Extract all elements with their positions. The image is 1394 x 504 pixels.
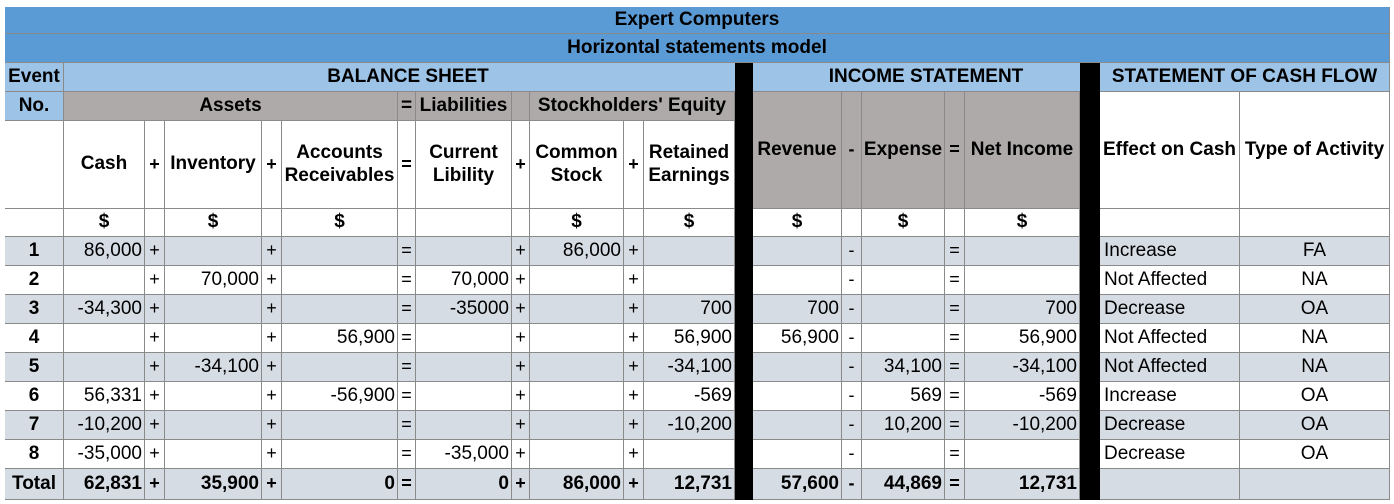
total-cash[interactable]: 62,831 (64, 469, 145, 500)
operator-sign[interactable]: = (398, 440, 416, 469)
total-rev[interactable]: 57,600 (753, 469, 842, 500)
operator-sign[interactable]: + (512, 237, 530, 266)
operator-sign[interactable]: + (512, 324, 530, 353)
event-number[interactable]: 5 (5, 353, 64, 382)
value-ni[interactable]: -10,200 (965, 411, 1080, 440)
effect-on-cash[interactable]: Not Affected (1100, 266, 1240, 295)
value-cs[interactable] (530, 266, 624, 295)
value-cs[interactable] (530, 411, 624, 440)
operator-sign[interactable]: + (512, 266, 530, 295)
operator-sign[interactable]: + (145, 353, 165, 382)
dollar-unit[interactable]: $ (530, 209, 624, 237)
operator-sign[interactable]: + (624, 411, 644, 440)
value-re[interactable]: -34,100 (644, 353, 735, 382)
value-ni[interactable]: 56,900 (965, 324, 1080, 353)
value-re[interactable] (644, 440, 735, 469)
dollar-unit[interactable]: $ (644, 209, 735, 237)
operator-sign[interactable]: + (145, 237, 165, 266)
operator-sign[interactable]: + (624, 353, 644, 382)
value-inventory[interactable]: 70,000 (165, 266, 262, 295)
operator-sign[interactable]: + (145, 324, 165, 353)
column-header-common-stock[interactable]: Common Stock (530, 121, 624, 209)
activity-type[interactable]: NA (1240, 324, 1390, 353)
value-liab[interactable]: -35000 (416, 295, 512, 324)
value-cash[interactable]: -10,200 (64, 411, 145, 440)
column-header-net-income[interactable]: Net Income (965, 92, 1080, 209)
event-number[interactable]: 6 (5, 382, 64, 411)
effect-on-cash[interactable]: Increase (1100, 237, 1240, 266)
equals-sign[interactable]: = (945, 92, 965, 209)
operator-sign[interactable]: + (624, 266, 644, 295)
effect-on-cash[interactable]: Not Affected (1100, 353, 1240, 382)
operator-sign[interactable]: = (398, 469, 416, 500)
operator-sign[interactable]: = (398, 295, 416, 324)
operator-sign[interactable]: = (945, 353, 965, 382)
value-liab[interactable] (416, 353, 512, 382)
dollar-unit[interactable]: $ (165, 209, 262, 237)
value-exp[interactable]: 34,100 (862, 353, 945, 382)
balance-sheet-header[interactable]: BALANCE SHEET (64, 63, 753, 92)
operator-sign[interactable]: - (842, 411, 862, 440)
value-rev[interactable] (753, 266, 842, 295)
plus-sign[interactable]: + (512, 121, 530, 209)
value-cs[interactable] (530, 382, 624, 411)
section-divider[interactable] (1080, 63, 1100, 500)
operator-sign[interactable]: + (512, 411, 530, 440)
operator-sign[interactable]: - (842, 382, 862, 411)
operator-sign[interactable]: + (262, 266, 282, 295)
value-ar[interactable] (282, 353, 398, 382)
operator-sign[interactable]: = (945, 295, 965, 324)
value-ni[interactable]: 700 (965, 295, 1080, 324)
value-exp[interactable] (862, 266, 945, 295)
operator-sign[interactable]: = (945, 440, 965, 469)
plus-sign[interactable]: + (145, 121, 165, 209)
operator-sign[interactable]: + (262, 353, 282, 382)
value-ar[interactable] (282, 440, 398, 469)
value-cash[interactable]: -34,300 (64, 295, 145, 324)
effect-on-cash[interactable]: Not Affected (1100, 324, 1240, 353)
effect-on-cash[interactable]: Decrease (1100, 295, 1240, 324)
event-number[interactable]: 8 (5, 440, 64, 469)
value-re[interactable] (644, 266, 735, 295)
value-ni[interactable]: -569 (965, 382, 1080, 411)
value-re[interactable]: -569 (644, 382, 735, 411)
value-rev[interactable] (753, 411, 842, 440)
operator-sign[interactable]: + (624, 440, 644, 469)
assets-header[interactable]: Assets (64, 92, 398, 121)
value-ar[interactable] (282, 237, 398, 266)
spacer-cell[interactable] (5, 209, 64, 237)
value-cash[interactable]: -35,000 (64, 440, 145, 469)
operator-sign[interactable]: = (945, 237, 965, 266)
operator-sign[interactable]: = (945, 324, 965, 353)
operator-sign[interactable]: = (945, 266, 965, 295)
column-header-type-of-activity[interactable]: Type of Activity (1240, 92, 1390, 209)
value-liab[interactable] (416, 382, 512, 411)
value-rev[interactable]: 56,900 (753, 324, 842, 353)
operator-sign[interactable]: + (145, 295, 165, 324)
operator-sign[interactable]: + (512, 295, 530, 324)
spacer-cell[interactable] (5, 121, 64, 209)
activity-type[interactable]: OA (1240, 411, 1390, 440)
value-liab[interactable]: -35,000 (416, 440, 512, 469)
event-number[interactable]: 1 (5, 237, 64, 266)
dollar-unit[interactable]: $ (862, 209, 945, 237)
event-number[interactable]: 7 (5, 411, 64, 440)
minus-sign[interactable]: - (842, 92, 862, 209)
value-exp[interactable] (862, 324, 945, 353)
value-re[interactable]: 700 (644, 295, 735, 324)
spacer-cell[interactable] (1100, 469, 1240, 500)
spacer-cell[interactable] (1100, 209, 1240, 237)
value-inventory[interactable] (165, 295, 262, 324)
column-header-current-liability[interactable]: Current Libility (416, 121, 512, 209)
spacer-cell[interactable] (842, 209, 862, 237)
value-ni[interactable] (965, 266, 1080, 295)
activity-type[interactable]: OA (1240, 295, 1390, 324)
spacer-cell[interactable] (145, 209, 165, 237)
operator-sign[interactable]: - (842, 353, 862, 382)
value-rev[interactable] (753, 382, 842, 411)
total-exp[interactable]: 44,869 (862, 469, 945, 500)
column-header-expense[interactable]: Expense (862, 92, 945, 209)
value-cs[interactable] (530, 295, 624, 324)
value-cash[interactable] (64, 353, 145, 382)
effect-on-cash[interactable]: Decrease (1100, 411, 1240, 440)
operator-sign[interactable]: + (624, 382, 644, 411)
operator-sign[interactable]: = (398, 266, 416, 295)
event-header[interactable]: Event (5, 63, 64, 92)
total-ni[interactable]: 12,731 (965, 469, 1080, 500)
operator-sign[interactable]: + (262, 469, 282, 500)
value-ar[interactable] (282, 295, 398, 324)
value-liab[interactable]: 70,000 (416, 266, 512, 295)
value-cs[interactable] (530, 353, 624, 382)
event-number[interactable]: 4 (5, 324, 64, 353)
operator-sign[interactable]: - (842, 440, 862, 469)
operator-sign[interactable]: + (512, 382, 530, 411)
value-inventory[interactable] (165, 237, 262, 266)
operator-sign[interactable]: - (842, 469, 862, 500)
equity-header[interactable]: Stockholders' Equity (530, 92, 735, 121)
value-exp[interactable] (862, 440, 945, 469)
value-rev[interactable]: 700 (753, 295, 842, 324)
column-header-revenue[interactable]: Revenue (753, 92, 842, 209)
value-re[interactable]: -10,200 (644, 411, 735, 440)
total-re[interactable]: 12,731 (644, 469, 735, 500)
total-label[interactable]: Total (5, 469, 64, 500)
activity-type[interactable]: NA (1240, 353, 1390, 382)
value-liab[interactable] (416, 237, 512, 266)
event-no-header[interactable]: No. (5, 92, 64, 121)
value-exp[interactable]: 569 (862, 382, 945, 411)
activity-type[interactable]: OA (1240, 440, 1390, 469)
activity-type[interactable]: NA (1240, 266, 1390, 295)
value-cs[interactable] (530, 324, 624, 353)
value-inventory[interactable] (165, 411, 262, 440)
value-rev[interactable] (753, 353, 842, 382)
operator-sign[interactable]: + (145, 469, 165, 500)
operator-sign[interactable]: + (262, 295, 282, 324)
value-inventory[interactable] (165, 382, 262, 411)
operator-sign[interactable]: + (624, 324, 644, 353)
spacer-cell[interactable] (512, 92, 530, 121)
total-cs[interactable]: 86,000 (530, 469, 624, 500)
operator-sign[interactable]: + (262, 237, 282, 266)
operator-sign[interactable]: = (398, 237, 416, 266)
dollar-unit[interactable]: $ (965, 209, 1080, 237)
column-header-cash[interactable]: Cash (64, 121, 145, 209)
value-rev[interactable] (753, 237, 842, 266)
total-inventory[interactable]: 35,900 (165, 469, 262, 500)
dollar-unit[interactable]: $ (64, 209, 145, 237)
operator-sign[interactable]: + (262, 382, 282, 411)
value-cs[interactable]: 86,000 (530, 237, 624, 266)
dollar-unit[interactable]: $ (753, 209, 842, 237)
operator-sign[interactable]: + (262, 440, 282, 469)
value-liab[interactable] (416, 411, 512, 440)
spacer-cell[interactable] (512, 209, 530, 237)
value-cash[interactable]: 56,331 (64, 382, 145, 411)
operator-sign[interactable]: = (945, 382, 965, 411)
total-liab[interactable]: 0 (416, 469, 512, 500)
column-header-inventory[interactable]: Inventory (165, 121, 262, 209)
operator-sign[interactable]: + (512, 440, 530, 469)
operator-sign[interactable]: + (145, 382, 165, 411)
spacer-cell[interactable] (416, 209, 512, 237)
spacer-cell[interactable] (262, 209, 282, 237)
equals-sign[interactable]: = (398, 92, 416, 121)
value-cs[interactable] (530, 440, 624, 469)
spacer-cell[interactable] (398, 209, 416, 237)
effect-on-cash[interactable]: Decrease (1100, 440, 1240, 469)
operator-sign[interactable]: - (842, 237, 862, 266)
event-number[interactable]: 2 (5, 266, 64, 295)
operator-sign[interactable]: + (145, 411, 165, 440)
equals-sign[interactable]: = (398, 121, 416, 209)
operator-sign[interactable]: = (398, 324, 416, 353)
sheet-title[interactable]: Expert Computers (5, 7, 1390, 34)
operator-sign[interactable]: - (842, 295, 862, 324)
value-ar[interactable] (282, 266, 398, 295)
section-divider[interactable] (735, 63, 753, 500)
value-ar[interactable] (282, 411, 398, 440)
value-ni[interactable] (965, 440, 1080, 469)
column-header-retained-earnings[interactable]: Retained Earnings (644, 121, 735, 209)
column-header-accounts-receivables[interactable]: Accounts Receivables (282, 121, 398, 209)
sheet-subtitle[interactable]: Horizontal statements model (5, 34, 1390, 63)
operator-sign[interactable]: = (398, 411, 416, 440)
operator-sign[interactable]: + (624, 469, 644, 500)
operator-sign[interactable]: + (512, 353, 530, 382)
operator-sign[interactable]: = (945, 411, 965, 440)
value-re[interactable]: 56,900 (644, 324, 735, 353)
value-ar[interactable]: -56,900 (282, 382, 398, 411)
income-statement-header[interactable]: INCOME STATEMENT (753, 63, 1100, 92)
operator-sign[interactable]: + (262, 411, 282, 440)
spacer-cell[interactable] (1240, 469, 1390, 500)
value-rev[interactable] (753, 440, 842, 469)
operator-sign[interactable]: + (145, 440, 165, 469)
operator-sign[interactable]: + (262, 324, 282, 353)
column-header-effect-on-cash[interactable]: Effect on Cash (1100, 92, 1240, 209)
operator-sign[interactable]: - (842, 266, 862, 295)
effect-on-cash[interactable]: Increase (1100, 382, 1240, 411)
value-cash[interactable] (64, 324, 145, 353)
operator-sign[interactable]: = (945, 469, 965, 500)
plus-sign[interactable]: + (262, 121, 282, 209)
operator-sign[interactable]: + (145, 266, 165, 295)
value-cash[interactable] (64, 266, 145, 295)
value-inventory[interactable] (165, 440, 262, 469)
spacer-cell[interactable] (624, 209, 644, 237)
value-exp[interactable] (862, 237, 945, 266)
value-re[interactable] (644, 237, 735, 266)
value-liab[interactable] (416, 324, 512, 353)
value-exp[interactable] (862, 295, 945, 324)
value-ni[interactable] (965, 237, 1080, 266)
operator-sign[interactable]: = (398, 382, 416, 411)
operator-sign[interactable]: - (842, 324, 862, 353)
event-number[interactable]: 3 (5, 295, 64, 324)
value-inventory[interactable]: -34,100 (165, 353, 262, 382)
value-ni[interactable]: -34,100 (965, 353, 1080, 382)
operator-sign[interactable]: = (398, 353, 416, 382)
spacer-cell[interactable] (1240, 209, 1390, 237)
value-inventory[interactable] (165, 324, 262, 353)
value-cash[interactable]: 86,000 (64, 237, 145, 266)
plus-sign[interactable]: + (624, 121, 644, 209)
operator-sign[interactable]: + (624, 237, 644, 266)
activity-type[interactable]: FA (1240, 237, 1390, 266)
value-ar[interactable]: 56,900 (282, 324, 398, 353)
operator-sign[interactable]: + (512, 469, 530, 500)
spacer-cell[interactable] (945, 209, 965, 237)
value-exp[interactable]: 10,200 (862, 411, 945, 440)
dollar-unit[interactable]: $ (282, 209, 398, 237)
cash-flow-header[interactable]: STATEMENT OF CASH FLOW (1100, 63, 1390, 92)
activity-type[interactable]: OA (1240, 382, 1390, 411)
operator-sign[interactable]: + (624, 295, 644, 324)
liabilities-header[interactable]: Liabilities (416, 92, 512, 121)
total-ar[interactable]: 0 (282, 469, 398, 500)
